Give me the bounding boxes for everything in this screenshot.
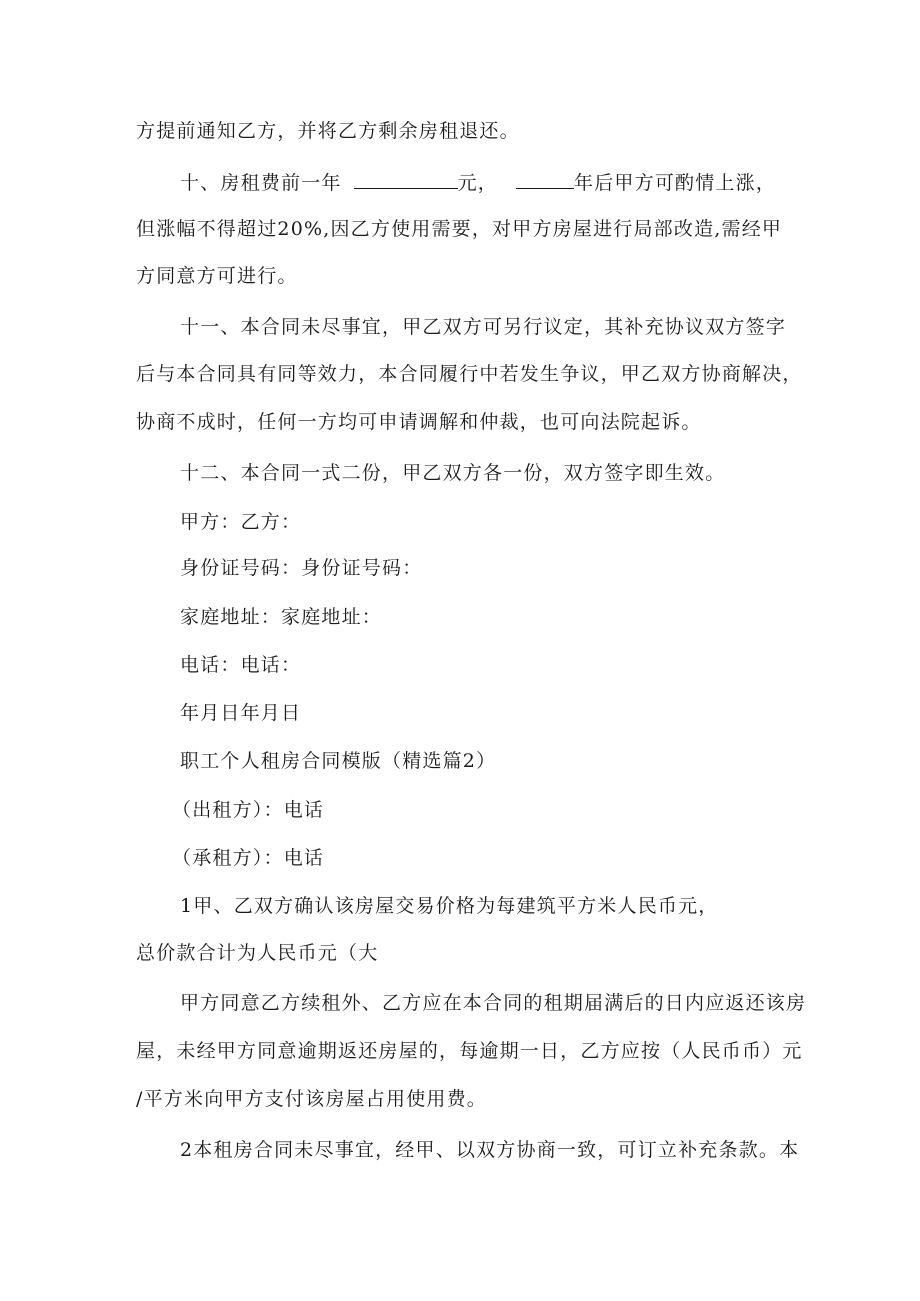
section-heading: 职工个人租房合同模版（精选篇2） [180,750,497,772]
text-line: （出租方）：电话 [172,799,325,821]
text-line: 方提前通知乙方，并将乙方剩余房租退还。 [136,120,520,142]
text-line: 甲方同意乙方续租外、乙方应在本合同的租期届满后的日内应返还该房 [180,992,807,1014]
text-line: 家庭地址：家庭地址： [180,606,383,628]
text-line: 十一、本合同未尽事宜，甲乙双方可另行议定，其补充协议双方签字 [180,316,787,338]
rent-clause-line [180,170,776,195]
rent-clause-text: 十、房租费前一年 [180,172,342,194]
rent-clause-text: 元， [457,172,499,194]
years-blank [516,170,574,189]
text-line: 总价款合计为人民币元（大 [136,942,379,964]
text-line: 十二、本合同一式二份，甲乙双方各一份，双方签字即生效。 [180,462,726,484]
text-line: 1甲、乙双方确认该房屋交易价格为每建筑平方米人民币元， [180,895,719,917]
text-line: 但涨幅不得超过20%,因乙方使用需要，对甲方房屋进行局部改造,需经甲 [136,218,783,240]
text-line: 年月日年月日 [180,702,302,724]
text-line: （承租方）：电话 [172,847,325,869]
text-line: 后与本合同具有同等效力，本合同履行中若发生争议，甲乙双方协商解决， [136,363,803,385]
text-line: /平方米向甲方支付该房屋占用使用费。 [136,1088,488,1110]
text-line: 2本租房合同未尽事宜，经甲、以双方协商一致，可订立补充条款。本 [180,1139,800,1161]
text-line: 甲方：乙方： [180,511,302,533]
text-line: 协商不成时，任何一方均可申请调解和仲裁，也可向法院起诉。 [136,411,702,433]
text-line: 屋，未经甲方同意逾期返还房屋的，每逾期一日，乙方应按（人民币币）元 [136,1040,803,1062]
text-line: 方同意方可进行。 [136,265,298,287]
text-line: 身份证号码：身份证号码： [180,557,423,579]
text-line: 电话：电话： [180,654,302,676]
rent-clause-text: 年后甲方可酌情上涨， [574,172,777,194]
amount-blank [354,170,458,189]
